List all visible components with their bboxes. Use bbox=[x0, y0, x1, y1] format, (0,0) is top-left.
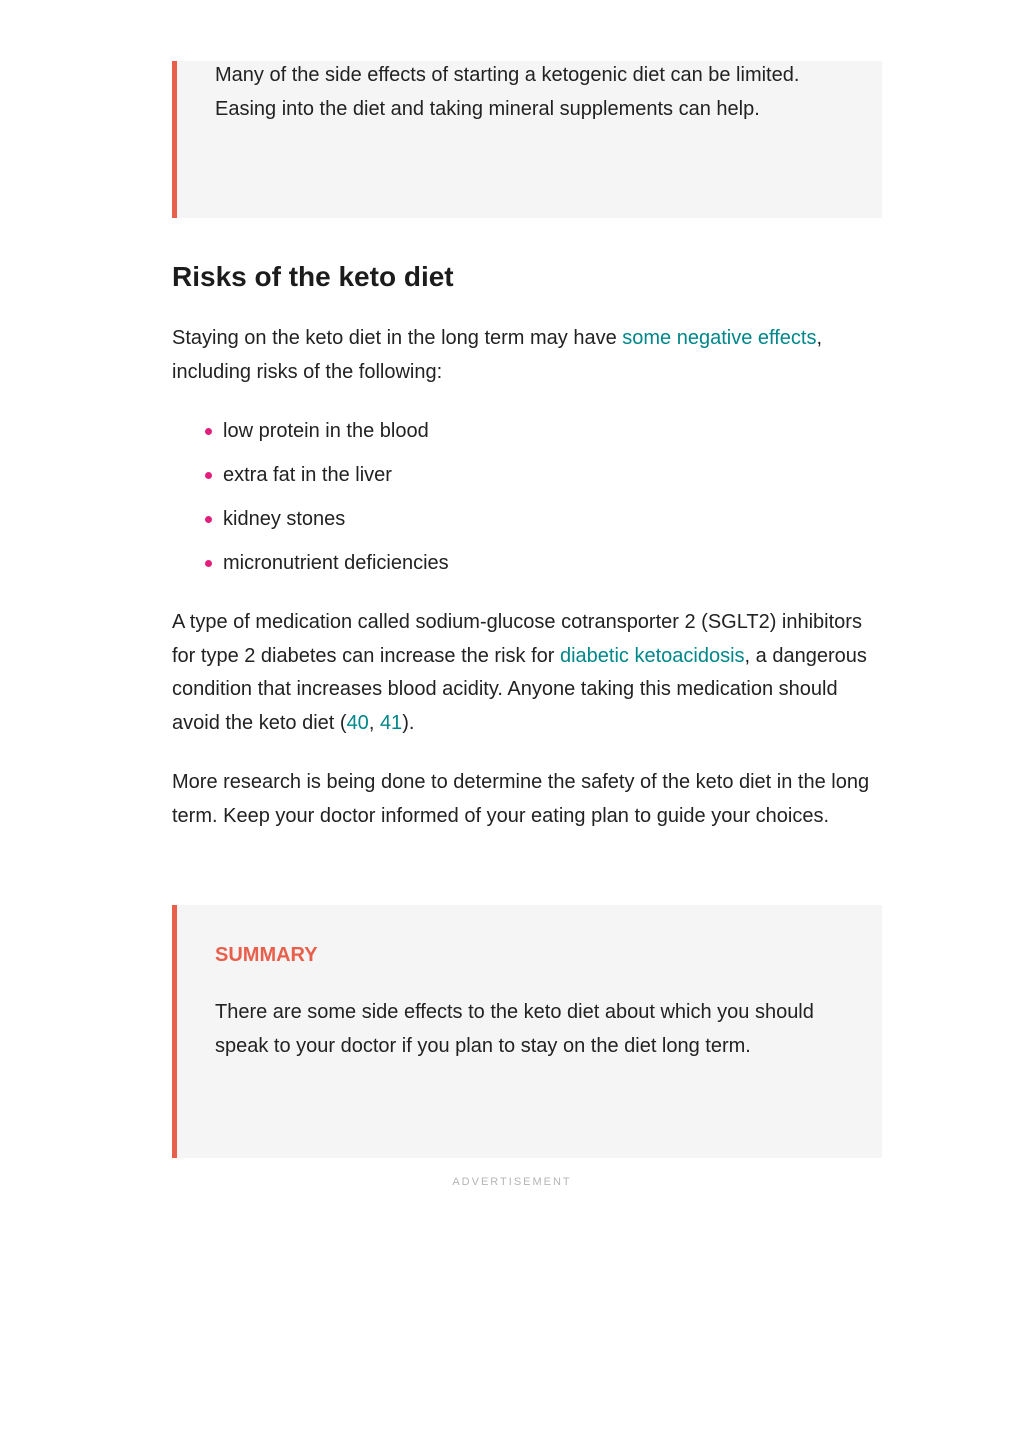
reference-separator: , bbox=[368, 711, 380, 734]
bullet-icon bbox=[205, 560, 212, 567]
diabetic-ketoacidosis-link[interactable]: diabetic ketoacidosis bbox=[559, 644, 745, 667]
summary-text: There are some side effects to the keto diet about which you should speak to your doctor if you plan to stay on the diet long term. bbox=[215, 1001, 814, 1057]
negative-effects-link[interactable]: some negative effects bbox=[622, 327, 817, 349]
medication-paragraph bbox=[172, 606, 884, 740]
intro-text-end: , including risks of the following: bbox=[172, 327, 823, 383]
summary-label: SUMMARY bbox=[215, 944, 318, 966]
medication-text-start: A type of medication called sodium-glucose cotransporter 2 (SGLT2) inhibitors for type 2 diabetes can increase the risk for bbox=[172, 611, 862, 667]
bullet-icon bbox=[205, 516, 212, 523]
list-item-text: micronutrient deficiencies bbox=[223, 552, 449, 574]
list-item bbox=[172, 414, 449, 458]
reference-link-40[interactable]: 40 bbox=[346, 711, 369, 734]
reference-link-41[interactable]: 41 bbox=[379, 711, 403, 734]
intro-paragraph bbox=[172, 322, 884, 389]
intro-text-start: Staying on the keto diet in the long term may have bbox=[172, 327, 623, 349]
medication-text-middle: , a dangerous condition that increases blood acidity. Anyone taking this medication should avoid the keto diet ( bbox=[172, 644, 867, 734]
list-item bbox=[172, 458, 449, 502]
summary-callout bbox=[172, 905, 882, 1158]
list-item-text: low protein in the blood bbox=[223, 420, 429, 442]
risks-list bbox=[172, 414, 449, 590]
callout-text: Many of the side effects of starting a ketogenic diet can be limited. Easing into the diet and taking mineral supplements can help. bbox=[215, 64, 800, 120]
research-paragraph: More research is being done to determine the safety of the keto diet in the long term. Keep your doctor informed of your eating plan to guide your choices. bbox=[172, 771, 870, 827]
medication-text-end: ). bbox=[402, 711, 415, 734]
list-item bbox=[172, 546, 449, 590]
bullet-icon bbox=[205, 428, 212, 435]
list-item bbox=[172, 502, 449, 546]
bullet-icon bbox=[205, 472, 212, 479]
list-item-text: kidney stones bbox=[223, 508, 346, 530]
list-item-text: extra fat in the liver bbox=[223, 464, 392, 486]
summary-callout-previous bbox=[172, 61, 882, 218]
section-heading: Risks of the keto diet bbox=[172, 261, 454, 292]
advertisement-label: ADVERTISEMENT bbox=[452, 1176, 572, 1188]
